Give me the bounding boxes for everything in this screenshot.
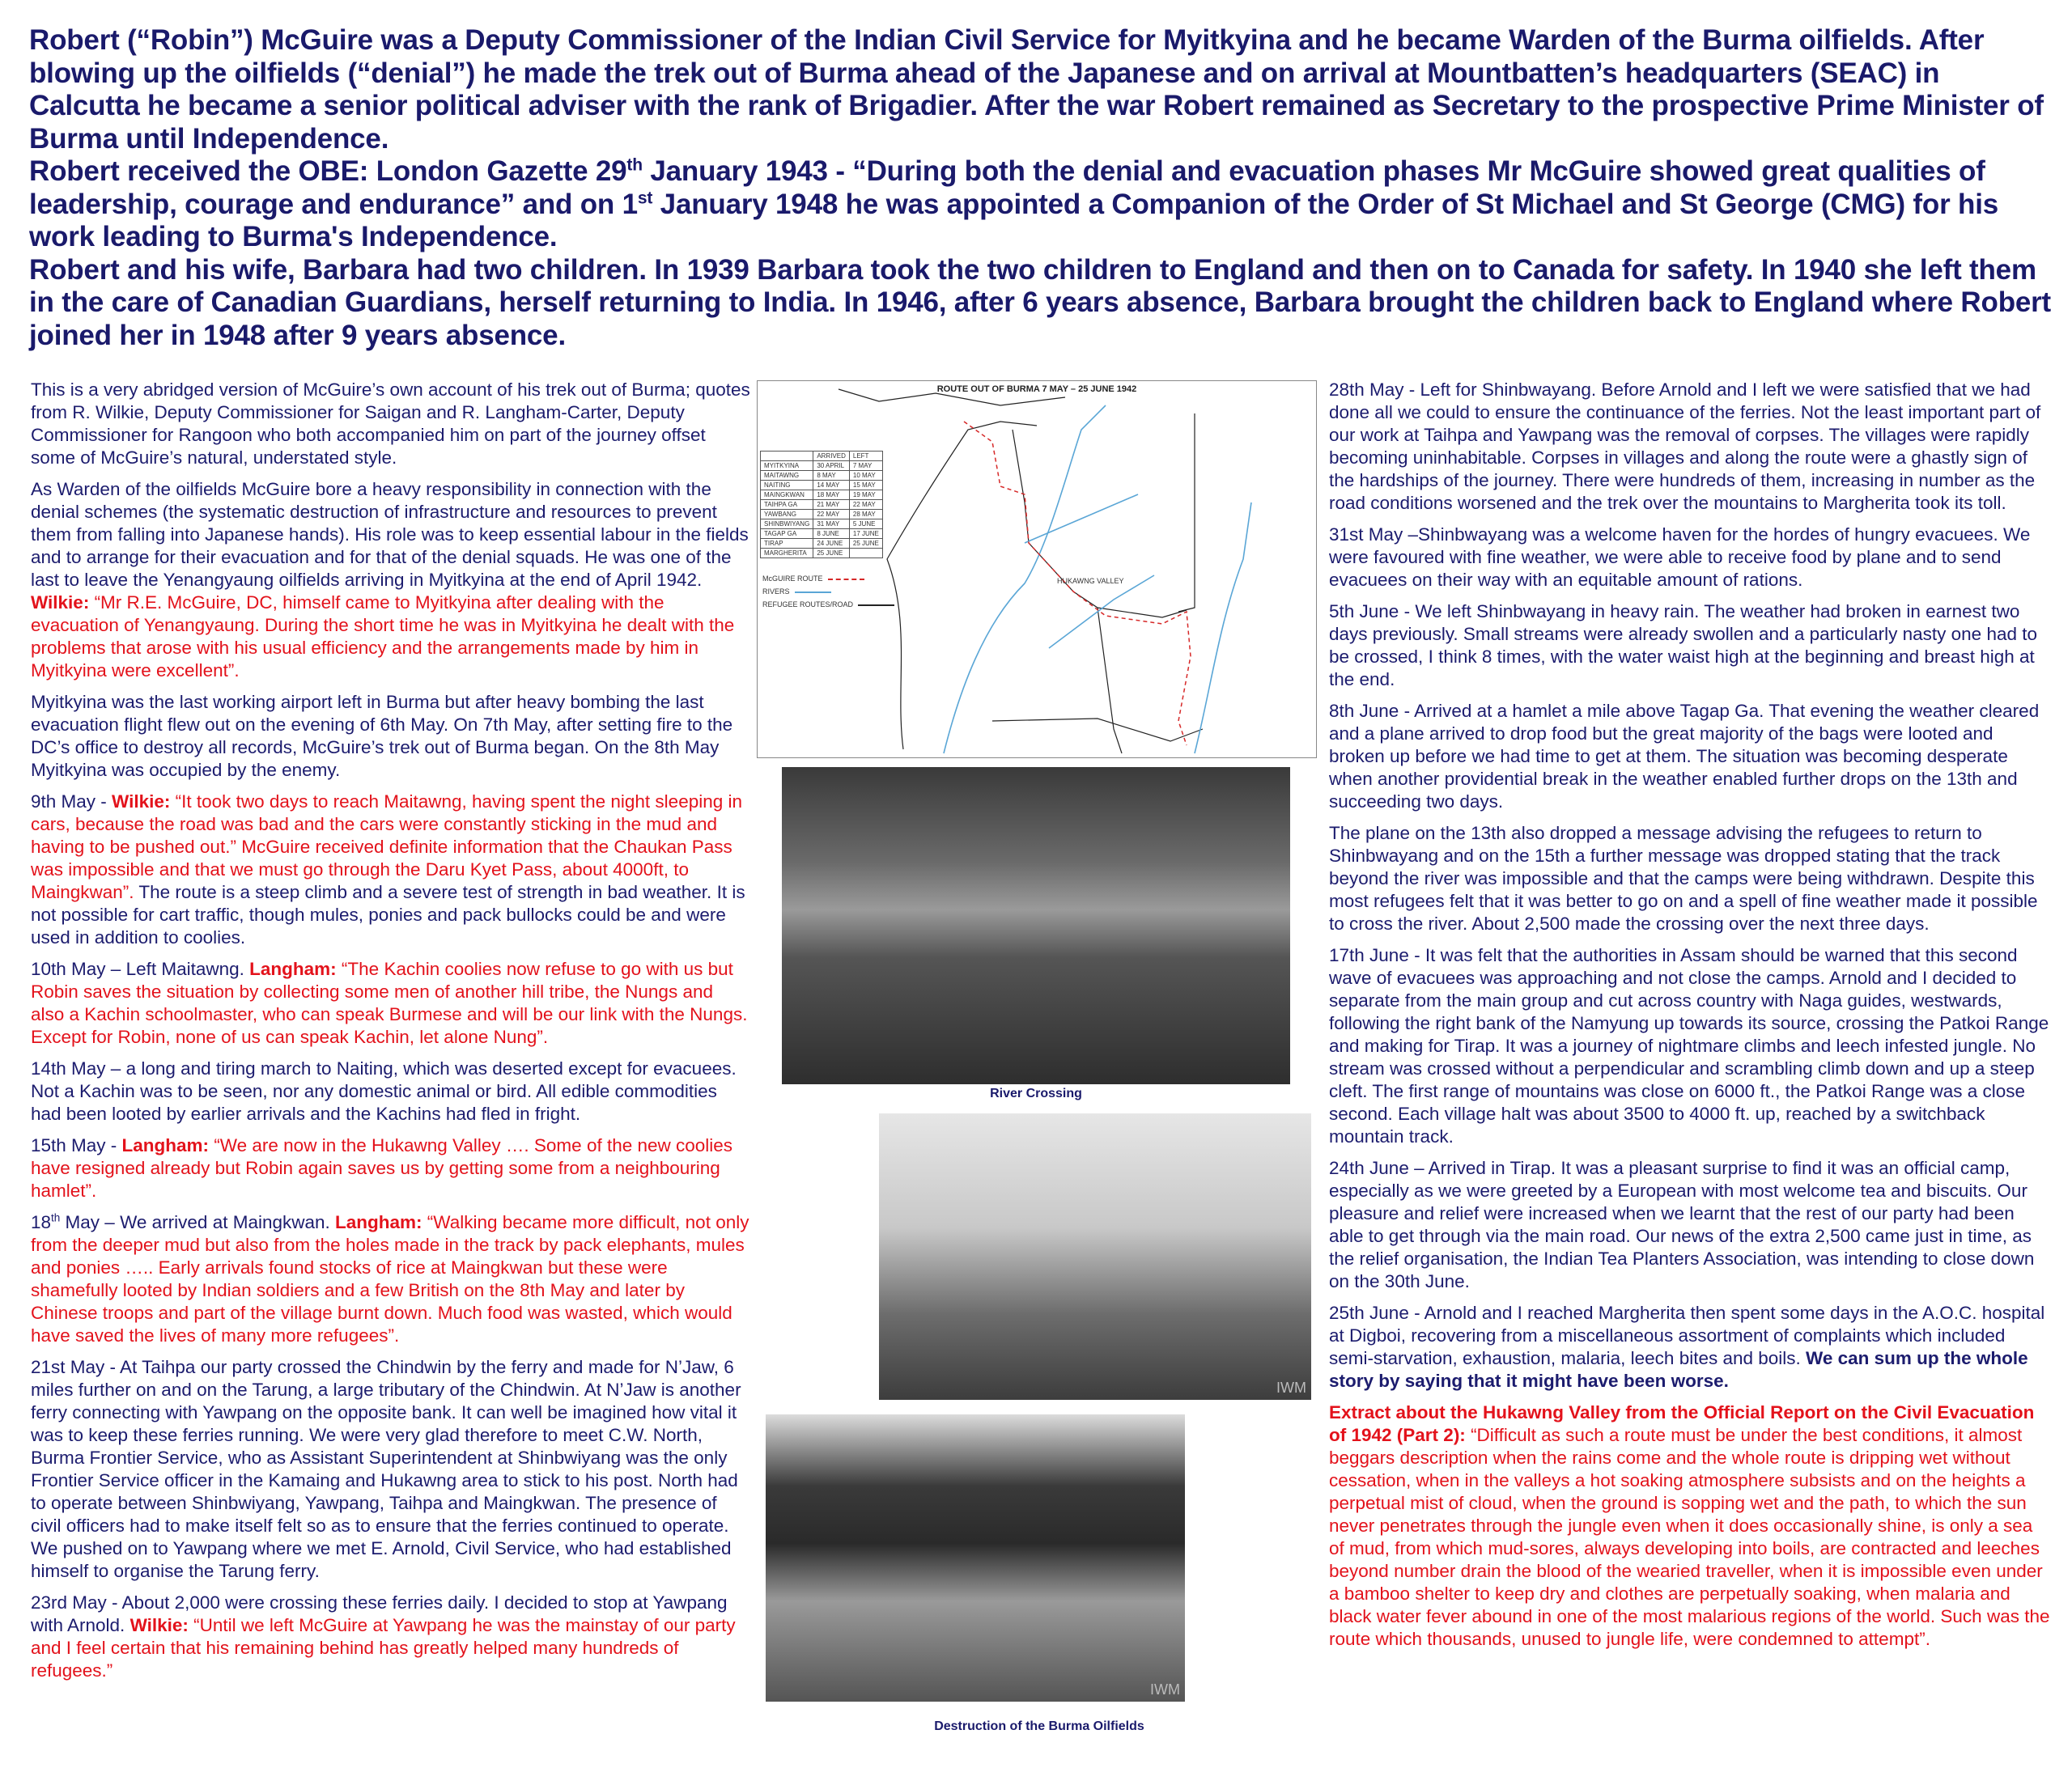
table-row [761, 519, 883, 529]
table-row [761, 461, 883, 471]
introduction-header [29, 24, 2053, 352]
table-row [761, 500, 883, 510]
narrative-paragraph [1329, 700, 2051, 813]
river-crossing-photo [782, 767, 1290, 1084]
right-column-narrative [1329, 379, 2051, 1660]
oil-derricks-photo [879, 1113, 1311, 1400]
map-road [1098, 608, 1122, 753]
left-cell: 5 JUNE [849, 519, 882, 529]
narrative-paragraph [31, 1592, 751, 1682]
table-row [761, 481, 883, 490]
header-paragraph [29, 254, 2053, 353]
text-segment: 8th June - Arrived at a hamlet a mile above Tagap Ga. That evening the weather cleared and a plane arrived to drop food but the great majority of the bags were looted and broken up before we had time to get at them. The situation was becoming desperate when another providential break in the weather enabled further drops on the 13th and succeeding two days. [1329, 701, 2040, 812]
text-segment: 5th June - We left Shinbwayang in heavy rain. The weather had broken in earnest two days previously. Small streams were already swollen and a particularly nasty one had to be crossed, I think 8 times, with the water waist high at the beginning and breast high at the end. [1329, 601, 2038, 689]
text-segment: 9th May - [31, 791, 113, 812]
left-cell [849, 549, 882, 558]
text-segment: Myitkyina was the last working airport left in Burma but after heavy bombing the last evacuation flight flew out on the evening of 6th May. On 7th May, after setting fire to the DC’s office to destroy all records, McGuire’s trek out of Burma began. On the 8th May Myitkyina was occupied by the enemy. [31, 692, 733, 780]
text-segment: 24th June – Arrived in Tirap. It was a pleasant surprise to find it was an official camp, especially as we were greeted by a European with most welcome tea and biscuits. Our pleasure and relief were increased when we learnt that the rest of our party had been able to get through via the main road. Our news of the extra 2,500 came just in time, as the relief organisation, the Indian Tea Planters Association, was intending to close down on the 30th June. [1329, 1158, 2035, 1291]
left-cell: 28 MAY [849, 510, 882, 519]
left-cell: 22 MAY [849, 500, 882, 510]
table-header [761, 452, 813, 461]
text-segment: 14th May – a long and tiring march to Naiting, which was deserted except for evacuees. Not a Kachin was to be seen, nor any domestic animal or bird. All edible commodities had been looted by earlier arrivals and the Kachins had fled in fright. [31, 1058, 737, 1124]
text-segment: th [51, 1211, 61, 1224]
narrative-paragraph [1329, 379, 2051, 515]
text-segment: 10th May – Left Maitawng. [31, 959, 250, 979]
text-segment: 28th May - Left for Shinbwayang. Before Arnold and I left we were satisfied that we had done all we could to ensure the continuance of the ferries. Not the least important part of our work at Taihpa and Yawpang was the removal of corpses. The villages were rapidly becoming uninhabitable. Corpses in villages and along the route were a ghastly sign of the hardships of the journey. There were hundreds of them, increasing in number as the road conditions worsened and the trek over the mountains to Margherita took its toll. [1329, 379, 2041, 513]
header-paragraph [29, 155, 2053, 254]
quoted-text: “Until we left McGuire at Yawpang he was the mainstay of our party and I feel certain that his remaining behind has greatly helped many hundreds of refugees.” [31, 1615, 736, 1681]
quoted-text: “Mr R.E. McGuire, DC, himself came to Myitkyina after dealing with the evacuation of Yenangyaung. During the short time he was in Myitkyina he dealt with the problems that arose with his usual efficiency and the arrangements made by him in Myitkyina were excellent”. [31, 592, 735, 680]
iwm-watermark: IWM [1276, 1380, 1306, 1396]
text-segment: Robert (“Robin”) McGuire was a Deputy Commissioner of the Indian Civil Service for Myitkyina and he became Warden of the Burma oilfields. After blowing up the oilfields (“denial”) he made the trek out of Burma ahead of the Japanese and on arrival at Mountbatten’s headquarters (SEAC) in Calcutta he became a senior political adviser with the rank of Brigadier. After the war Robert remained as Secretary to the prospective Prime Minister of Burma until Independence. [29, 24, 2044, 155]
map-river [1195, 502, 1251, 753]
narrative-paragraph [31, 1356, 751, 1583]
arrived-cell: 30 APRIL [813, 461, 850, 471]
quote-attribution: Langham: [121, 1135, 210, 1155]
arrived-cell: 8 MAY [813, 471, 850, 481]
map-road [1013, 430, 1187, 617]
place-cell: YAWBANG [761, 510, 813, 519]
text-segment: 18 [31, 1212, 52, 1232]
arrived-cell: 22 MAY [813, 510, 850, 519]
narrative-paragraph [1329, 600, 2051, 691]
map-legend [762, 572, 894, 611]
quoted-text: “It took two days to reach Maitawng, having spent the night sleeping in cars, because the road was bad and the cars were constantly sticking in the mud and having to be pushed out.” [31, 791, 743, 857]
quote-attribution: Langham: [335, 1212, 422, 1232]
text-segment: The plane on the 13th also dropped a message advising the refugees to return to Shinbwayang and on the 15th a further message was dropped stating that the track beyond the river was impossible and that the camps were being withdrawn. Despite this most refugees felt that it was better to go on and a spell of fine weather made it possible to cross the river. About 2,500 made the crossing over the next three days. [1329, 823, 2038, 934]
text-segment: January 1948 he was appointed a Companion of the Order of St Michael and St George (CMG) for his work leading to Burma's Independence. [29, 188, 1998, 252]
quoted-text: “We are now in the Hukawng Valley …. Some of the new coolies have resigned already but Robin again saves us by getting some from a neighbouring hamlet”. [31, 1135, 733, 1201]
quoted-text: “The Kachin coolies now refuse to go with us but Robin saves the situation by collecting some men of another hill tribe, the Nungs and also a Kachin schoolmaster, who can speak Burmese and will be our link with the Nungs. Except for Robin, none of us can speak Kachin, let alone Nung”. [31, 959, 748, 1047]
map-road [887, 422, 1037, 749]
text-segment: 17th June - It was felt that the authorities in Assam should be warned that this second wave of evacuees was approaching and not close the camps. Arnold and I decided to separate from the main group and cut across country with Naga guides, westwards, following the right bank of the Namyung up towards its source, crossing the Patkoi Range and making for Tirap. It was a journey of nightmare climbs and leech infested jungle. No stream was crossed without a perpendicular and scrambling climb down and up a steep cleft. The first range of mountains was close on 6000 ft., the Patkoi Range was a close second. Each village halt was about 3500 to 4000 ft. up, reached by a switchback mountain track. [1329, 945, 2049, 1147]
text-segment: January 1943 - “During both the denial and evacuation phases Mr McGuire showed great qualities of leadership, courage and endurance” and on 1 [29, 155, 1985, 220]
route-map-drawing [758, 381, 1316, 757]
place-cell: SHINBWIYANG [761, 519, 813, 529]
quote-attribution: Wilkie: [31, 592, 90, 613]
narrative-paragraph [31, 1058, 751, 1126]
text-segment: 25th June - Arnold and I reached Margherita then spent some days in the A.O.C. hospital at Digboi, recovering from a miscellaneous assortment of complaints which included semi-starvation, exhaustion, malaria, leech bites and boils. [1329, 1303, 2045, 1368]
text-segment: 21st May - At Taihpa our party crossed the Chindwin by the ferry and made for N’Jaw, 6 miles further on and on the Tarung, a large tributary of the Chindwin. At N’Jaw is another ferry connecting with Yawpang on the opposite bank. It can well be imagined how vital it was to keep these ferries running. We were very glad therefore to meet C.W. North, Burma Frontier Service, who as Assistant Superintendent at Shinbwiyang was the only Frontier Service officer in the Kamaing and Hukawng area to stick to his post. North had to operate between Shinbwiyang, Yawpang, Taihpa and Maingkwan. The presence of civil officers had to make itself felt so as to ensure that the ferries continued to operate. We pushed on to Yawpang where we met E. Arnold, Civil Service, who had established himself to organise the Tarung ferry. [31, 1357, 741, 1581]
place-cell: MARGHERITA [761, 549, 813, 558]
arrived-cell: 31 MAY [813, 519, 850, 529]
narrative-paragraph [31, 691, 751, 782]
left-column-narrative [31, 379, 751, 1691]
narrative-paragraph [31, 379, 751, 469]
arrived-cell: 18 MAY [813, 490, 850, 500]
route-dates-table [760, 451, 883, 558]
table-row [761, 549, 883, 558]
place-cell: TAGAP GA [761, 529, 813, 539]
table-row [761, 490, 883, 500]
narrative-paragraph [1329, 524, 2051, 591]
place-cell: TAIHPA GA [761, 500, 813, 510]
table-header-row [761, 452, 883, 461]
place-cell: MYITKYINA [761, 461, 813, 471]
text-segment: th [626, 155, 643, 175]
table-row [761, 529, 883, 539]
map-valley-label: HUKAWNG VALLEY [1057, 577, 1124, 585]
arrived-cell: 21 MAY [813, 500, 850, 510]
narrative-paragraph [31, 958, 751, 1049]
quote-attribution: Langham: [249, 959, 337, 979]
map-road [839, 389, 1065, 405]
narrative-paragraph [1329, 944, 2051, 1148]
table-header: LEFT [849, 452, 882, 461]
quote-attribution: Extract about the Hukawng Valley from the Official Report on the Civil Evacuation of 1942 (Part 2): [1329, 1402, 2035, 1445]
arrived-cell: 24 JUNE [813, 539, 850, 549]
place-cell: MAITAWNG [761, 471, 813, 481]
text-segment: Robert and his wife, Barbara had two children. In 1939 Barbara took the two children to England and then on to Canada for safety. In 1940 she left them in the care of Canadian Guardians, herself returning to India. In 1946, after 6 years absence, Barbara brought the children back to England where Robert joined her in 1948 after 9 years absence. [29, 253, 2052, 351]
text-segment: Robert received the OBE: London Gazette 29 [29, 155, 627, 187]
place-cell: MAINGKWAN [761, 490, 813, 500]
text-segment: We can sum up the whole story by saying that it might have been worse. [1329, 1348, 2028, 1391]
river-crossing-caption: River Crossing [990, 1087, 1082, 1100]
narrative-paragraph [1329, 1302, 2051, 1393]
route-map-figure [757, 380, 1317, 758]
legend-mcguire-route: McGUIRE ROUTE [762, 574, 823, 583]
table-row [761, 471, 883, 481]
text-segment: As Warden of the oilfields McGuire bore a heavy responsibility in connection with the denial schemes (the systematic destruction of infrastructure and resources to prevent them from falling into Japanese hands). His role was to keep essential labour in the fields and to arrange for their evacuation and for that of the denial squads. He was one of the last to leave the Yenangyaung oilfields arriving in Myitkyina at the end of April 1942. [31, 479, 749, 590]
text-segment: 15th May - [31, 1135, 122, 1155]
place-cell: TIRAP [761, 539, 813, 549]
text-segment: The route is a steep climb and a severe test of strength in bad weather. It is not possible for cart traffic, though mules, ponies and pack bullocks could be and were used in addition to coolies. [31, 882, 745, 948]
text-segment: st [637, 188, 653, 207]
narrative-paragraph [1329, 1401, 2051, 1651]
oilfield-destruction-photo [766, 1414, 1185, 1702]
quoted-text: McGuire received definite information that the Chaukan Pass was impossible and that we must go through the Daru Kyet Pass, about 4000ft, to Maingkwan”. [31, 837, 732, 902]
left-cell: 7 MAY [849, 461, 882, 471]
arrived-cell: 8 JUNE [813, 529, 850, 539]
left-cell: 19 MAY [849, 490, 882, 500]
narrative-paragraph [31, 478, 751, 682]
header-paragraph [29, 24, 2053, 155]
destruction-caption: Destruction of the Burma Oilfields [934, 1719, 1144, 1733]
quote-attribution: Wilkie: [130, 1615, 189, 1635]
text-segment: 31st May –Shinbwayang was a welcome haven for the hordes of hungry evacuees. We were favoured with fine weather, we were able to receive food by plane and to send evacuees on their way with an equitable amount of rations. [1329, 524, 2031, 590]
legend-refugee-routes: REFUGEE ROUTES/ROAD [762, 600, 854, 608]
quote-attribution: Wilkie: [112, 791, 171, 812]
arrived-cell: 14 MAY [813, 481, 850, 490]
map-river [1025, 494, 1138, 543]
arrived-cell: 25 JUNE [813, 549, 850, 558]
map-road [992, 719, 1203, 741]
legend-rivers: RIVERS [762, 587, 790, 596]
text-segment: This is a very abridged version of McGuire’s own account of his trek out of Burma; quotes from R. Wilkie, Deputy Commissioner for Saigan and R. Langham-Carter, Deputy Commissioner for Rangoon who both accompanied him on part of the journey offset some of McGuire’s natural, understated style. [31, 379, 750, 468]
narrative-paragraph [31, 1211, 751, 1347]
text-segment: 23rd May - About 2,000 were crossing these ferries daily. I decided to stop at Yawpang with Arnold. [31, 1592, 728, 1635]
narrative-paragraph [31, 1134, 751, 1202]
text-segment: May – We arrived at Maingkwan. [60, 1212, 336, 1232]
narrative-paragraph [1329, 1157, 2051, 1293]
narrative-paragraph [1329, 822, 2051, 935]
narrative-paragraph [31, 791, 751, 949]
quoted-text: “Difficult as such a route must be under the best conditions, it almost beggars description when the rains come and the whole route is dripping wet without cessation, when in the valleys a hot soaking atmosphere subsists and on the heights a perpetual mist of cloud, when the ground is sopping wet and the path, to which the sun never penetrates through the jungle even when it does occasionally shine, is only a sea of mud, from which mud-sores, always developing into boils, are contracted and leeches beyond number drain the blood of the wearied traveller, when it is impossible even under a bamboo shelter to keep dry and clothes are perpetually soaking, when malaria and black water fever abound in one of the most malarious regions of the world. Such was the route which thousands, unused to jungle life, were condemned to attempt”. [1329, 1425, 2050, 1649]
table-row [761, 510, 883, 519]
table-row [761, 539, 883, 549]
table-header: ARRIVED [813, 452, 850, 461]
iwm-watermark: IWM [1150, 1681, 1180, 1698]
map-title: ROUTE OUT OF BURMA 7 MAY – 25 JUNE 1942 [936, 384, 1137, 394]
left-cell: 15 MAY [849, 481, 882, 490]
place-cell: NAITING [761, 481, 813, 490]
left-cell: 10 MAY [849, 471, 882, 481]
quoted-text: “Walking became more difficult, not only from the deeper mud but also from the holes made in the track by pack elephants, mules and ponies ….. Early arrivals found stocks of rice at Maingkwan but these were shamefully looted by Indian soldiers and a few British on the 8th May and later by Chinese troops and part of the village burnt down. Much food was wasted, which would have saved the lives of many more refugees”. [31, 1212, 749, 1346]
left-cell: 25 JUNE [849, 539, 882, 549]
map-road [1178, 413, 1195, 612]
left-cell: 17 JUNE [849, 529, 882, 539]
